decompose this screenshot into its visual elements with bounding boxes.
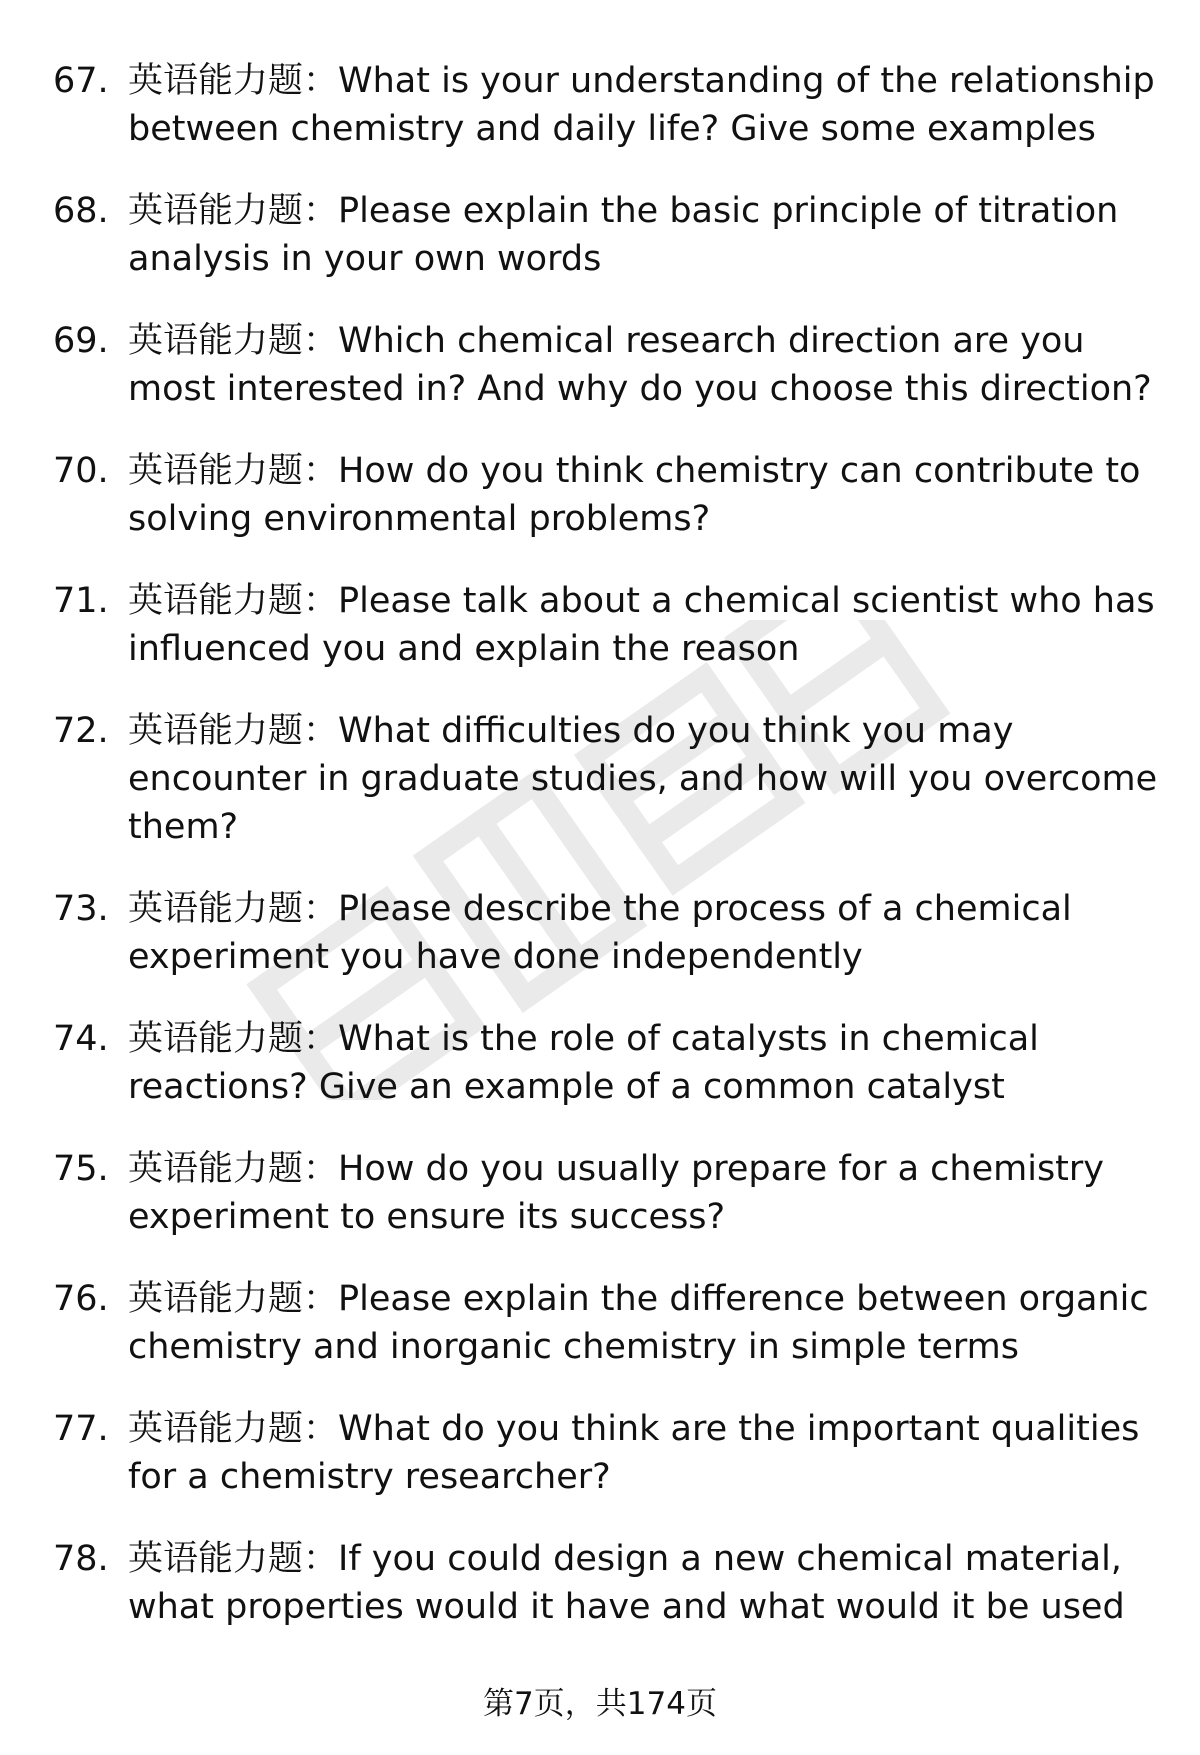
question-body: What is the role of catalysts in chemical reactions? Give an example of a common catalyst <box>128 1019 1039 1107</box>
question-number: 68. <box>53 191 109 231</box>
question-item <box>0 1535 1200 1631</box>
question-item <box>0 1405 1200 1501</box>
question-number: 78. <box>53 1539 109 1579</box>
question-number: 72. <box>53 711 109 751</box>
question-item <box>0 187 1200 283</box>
question-item <box>0 707 1200 851</box>
question-list <box>0 57 1200 1665</box>
question-body: Which chemical research direction are you most interested in? And why do you choose this direction? <box>128 321 1152 409</box>
question-label: 英语能力题： <box>128 61 339 101</box>
question-item <box>0 317 1200 413</box>
question-number: 67. <box>53 61 109 101</box>
question-number: 76. <box>53 1279 109 1319</box>
question-number: 73. <box>53 889 109 929</box>
question-number: 74. <box>53 1019 109 1059</box>
question-number: 70. <box>53 451 109 491</box>
question-item <box>0 1015 1200 1111</box>
question-text <box>128 317 1168 413</box>
question-text <box>128 707 1168 851</box>
question-item <box>0 577 1200 673</box>
question-text <box>128 1275 1168 1371</box>
question-body: How do you usually prepare for a chemistry experiment to ensure its success? <box>128 1149 1104 1237</box>
question-number: 77. <box>53 1409 109 1449</box>
question-body: What difficulties do you think you may encounter in graduate studies, and how will you overcome them? <box>128 711 1158 847</box>
question-item <box>0 1145 1200 1241</box>
question-body: Please describe the process of a chemical experiment you have done independently <box>128 889 1072 977</box>
question-item <box>0 1275 1200 1371</box>
question-body: Please explain the difference between organic chemistry and inorganic chemistry in simple terms <box>128 1279 1149 1367</box>
question-item <box>0 57 1200 153</box>
question-label: 英语能力题： <box>128 1019 339 1059</box>
question-text <box>128 1015 1168 1111</box>
question-body: Please talk about a chemical scientist who has influenced you and explain the reason <box>128 581 1155 669</box>
question-label: 英语能力题： <box>128 1539 339 1579</box>
question-body: What is your understanding of the relationship between chemistry and daily life? Give some examples <box>128 61 1155 149</box>
page-footer <box>0 1684 1200 1724</box>
question-label: 英语能力题： <box>128 711 339 751</box>
question-label: 英语能力题： <box>128 321 339 361</box>
question-label: 英语能力题： <box>128 1409 339 1449</box>
question-number: 69. <box>53 321 109 361</box>
question-label: 英语能力题： <box>128 191 339 231</box>
question-text <box>128 57 1168 153</box>
question-label: 英语能力题： <box>128 889 339 929</box>
question-text <box>128 1535 1168 1631</box>
question-body: How do you think chemistry can contribute to solving environmental problems? <box>128 451 1141 539</box>
question-text <box>128 1405 1168 1501</box>
question-label: 英语能力题： <box>128 1149 339 1189</box>
question-label: 英语能力题： <box>128 581 339 621</box>
question-item <box>0 885 1200 981</box>
question-label: 英语能力题： <box>128 1279 339 1319</box>
question-body: Please explain the basic principle of titration analysis in your own words <box>128 191 1119 279</box>
question-text <box>128 447 1168 543</box>
question-number: 71. <box>53 581 109 621</box>
page-number-text: 第7页，共174页 <box>483 1686 717 1722</box>
question-text <box>128 577 1168 673</box>
question-text <box>128 1145 1168 1241</box>
question-number: 75. <box>53 1149 109 1189</box>
question-body: What do you think are the important qualities for a chemistry researcher? <box>128 1409 1140 1497</box>
question-label: 英语能力题： <box>128 451 339 491</box>
question-item <box>0 447 1200 543</box>
question-text <box>128 885 1168 981</box>
question-text <box>128 187 1168 283</box>
question-body: If you could design a new chemical material, what properties would it have and what would it be used <box>128 1539 1125 1627</box>
